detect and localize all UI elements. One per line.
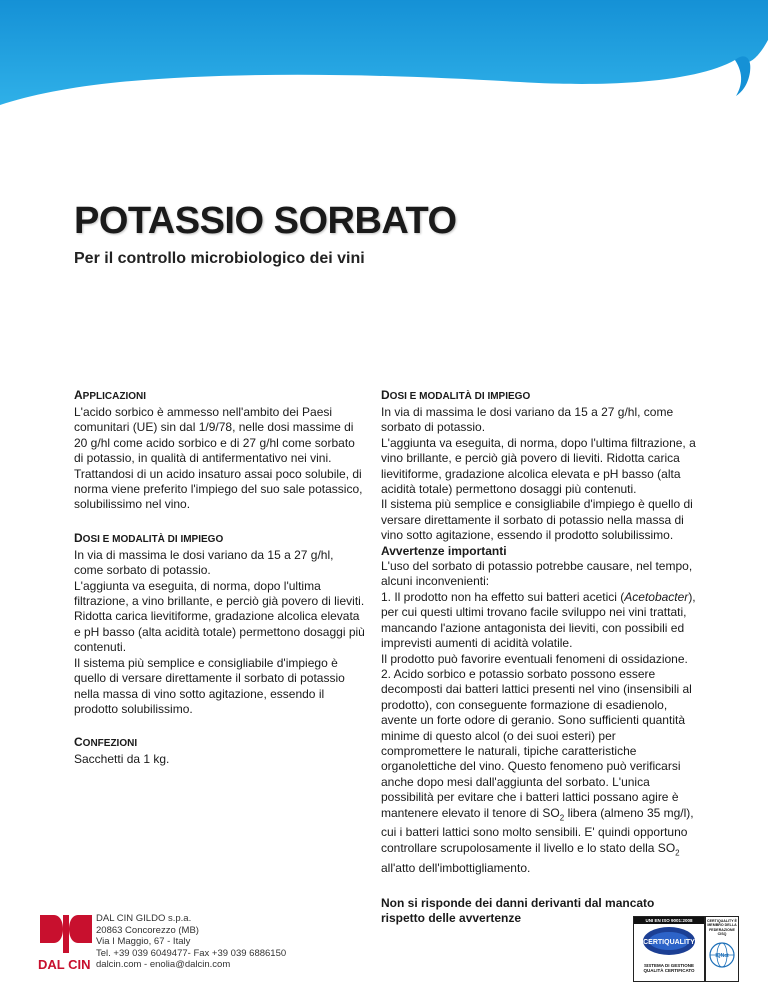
address-line1: 20863 Concorezzo (MB) [96, 924, 199, 936]
so2-subscript: 2 [559, 812, 565, 822]
heading-rest: OSI E MODALITÀ DI IMPIEGO [389, 391, 531, 402]
dosi-left-p3: Il sistema più semplice e consigliabile d'impiego è quello di versare direttamente il sorbato di potassio nella massa di vino sotto agitazione, essendo il prodotto solubilissimo. [74, 655, 345, 716]
left-column [74, 388, 366, 768]
avvertenze-p1-b: ), per cui questi ultimi trovano facile sviluppo nei vini trattati, mancando l'azione antagonista dei lieviti, con possibili ed imprevisti aumenti di acidità volatile. [381, 589, 696, 651]
phone-fax: Tel. +39 039 6049477- Fax +39 039 6886150 [96, 947, 287, 959]
cert1-bottom: SISTEMA DI GESTIONE QUALITÀ CERTIFICATO [643, 963, 695, 973]
avvertenze-p1-italic: Acetobacter [624, 589, 689, 604]
avvertenze-p3-b: libera (almeno 35 mg/l), cui i batteri lattici sono molto sensibili. E' quindi opportuno controllare scrupolosamente il livello e lo stato della SO [381, 805, 694, 855]
avvertenze-heading: Avvertenze importanti [381, 543, 507, 558]
right-column [381, 388, 699, 927]
header-wave [0, 0, 768, 120]
certiquality-seal-icon [634, 924, 704, 958]
cert2-top: CERTIQUALITY È MEMBRO DELLA FEDERAZIONE CISQ [707, 919, 737, 937]
iqnet-globe-icon [706, 939, 738, 973]
cert1-top: UNI EN ISO 9001:2008 [634, 917, 704, 924]
heading-rest: OSI E MODALITÀ DI IMPIEGO [82, 533, 224, 545]
address-line2: Via I Maggio, 67 - Italy [96, 936, 191, 947]
page-title: POTASSIO SORBATO [74, 200, 457, 242]
avvertenze-p1 [381, 590, 699, 652]
dosi-right-p3: Il sistema più semplice e consigliabile d'impiego è quello di versare direttamente il sorbato di potassio nella massa di vino sotto agitazione, essendo il prodotto solubilissimo. [381, 497, 693, 543]
avvertenze-intro: L'uso del sorbato di potassio potrebbe causare, nel tempo, alcuni inconvenienti: [381, 559, 693, 589]
heading-dosi-right [381, 388, 699, 404]
iso-certification-badge [633, 916, 705, 982]
heading-confezioni [74, 735, 366, 751]
company-info [96, 913, 286, 971]
dosi-right-p2: L'aggiunta va eseguita, di norma, dopo l'ultima filtrazione, a vino brillante, e perciò già povero di lieviti. Ridotta carica lievitiforme, gradazione alcolica elevata e pH basso (alta acidità totale) permettono dosaggi più contenuti. [381, 435, 696, 497]
avvertenze-p2: Il prodotto può favorire eventuali fenomeni di ossidazione. [381, 651, 688, 666]
heading-cap: D [381, 388, 390, 402]
cert1-badge-text: CERTIQUALITY [643, 939, 695, 946]
avvertenze-p1-a: 1. Il prodotto non ha effetto sui batteri acetici ( [381, 589, 625, 604]
heading-cap: C [74, 735, 83, 750]
logo-text: DAL CIN [38, 957, 91, 972]
applicazioni-text: L'acido sorbico è ammesso nell'ambito dei Paesi comunitari (UE) sin dal 1/9/78, nelle dosi massime di 20 g/hl come acido sorbico e di 27 g/hl come sorbato di potassio, in qualità di antifermentativo nei vini. Trattandosi di un acido insaturo assai poco solubile, di norma viene preferito l'impiego del suo sale potassico, solubilissimo nel vino. [74, 405, 363, 512]
dosi-right-p1: In via di massima le dosi variano da 15 a 27 g/hl, come sorbato di potassio. [381, 405, 674, 435]
page-subtitle: Per il controllo microbiologico dei vini [74, 250, 365, 267]
heading-cap: A [74, 388, 83, 402]
dal-cin-logo [38, 913, 94, 973]
heading-applicazioni [74, 388, 366, 404]
disclaimer: Non si risponde dei danni derivanti dal mancato rispetto delle avvertenze [381, 895, 655, 926]
dosi-left-p2: L'aggiunta va eseguita, di norma, dopo l'ultima filtrazione, a vino brillante, e perciò già povero di lieviti. Ridotta carica lievitiforme, gradazione alcolica elevata e pH basso (alta acidità totale) permettono dosaggi più contenuti. [74, 578, 365, 655]
cisq-membership-badge [705, 916, 739, 982]
cert2-badge-text: IQNet [715, 952, 729, 959]
heading-rest: ONFEZIONI [82, 738, 138, 750]
dosi-left-p1: In via di massima le dosi variano da 15 a 27 g/hl, come sorbato di potassio. [74, 547, 334, 578]
avvertenze-p3-a: 2. Acido sorbico e potassio sorbato possono essere decomposti dai batteri lattici presenti nel vino (insensibili al prodotto), con conseguente formazione di esadienolo, avente un forte odore di geranio. Sono sufficienti quantità minime di questo alcol (o dei suoi esteri) per compromettere le naturali, tipiche caratteristiche organolettiche del vino. Questo fenomeno può verificarsi anche dopo mesi dall'aggiunta del sorbato. L'unica possibilità per evitare che i batteri lattici possano agire è mantenere elevato il tenore di SO [381, 666, 692, 820]
heading-cap: D [74, 530, 83, 545]
avvertenze-p3-c: all'atto dell'imbottigliamento. [381, 860, 531, 875]
heading-rest: PPLICAZIONI [82, 391, 147, 402]
web-email: dalcin.com - enolia@dalcin.com [96, 959, 231, 970]
so2-subscript: 2 [675, 848, 680, 858]
avvertenze-p3 [381, 667, 699, 876]
confezioni-text: Sacchetti da 1 kg. [74, 752, 170, 767]
company-name: DAL CIN GILDO s.p.a. [96, 913, 192, 924]
heading-dosi-left [74, 531, 366, 547]
